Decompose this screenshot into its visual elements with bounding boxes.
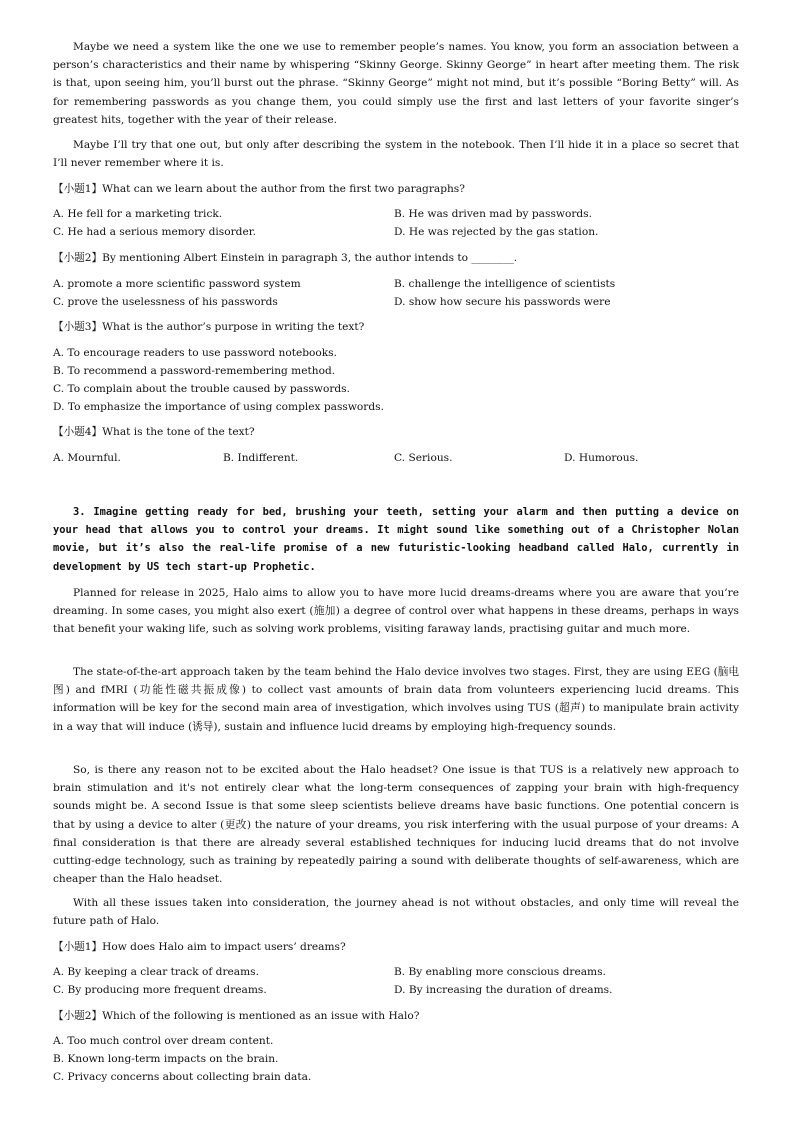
passage3-paragraph-2: The state-of-the-art approach taken by the team behind the Halo device involves two stages. First, they are using EEG (脑电图) and fMRI (功能性磁共振成像) to collect vast amounts of brain data from volunteers experiencing lucid dreams. This information will be key for the second main area of investigation, which involves using TUS (超声) to manipulate brain activity in a way that will induce (诱导), sustain and influence lucid dreams by employing high-frequency sounds. xyxy=(53,666,739,733)
passage3-paragraph-1: Planned for release in 2025, Halo aims to allow you to have more lucid dreams-dreams where you are aware that you’re dreaming. In some cases, you might also exert (施加) a degree of control over what happens in these dreams, perhaps in ways that benefit your waking life, such as solving work problems, visiting faraway lands, practising guitar and much more. xyxy=(53,587,739,636)
passage3-q1-option-b: B. By enabling more conscious dreams. xyxy=(394,966,606,978)
passage2-q2-option-d: D. show how secure his passwords were xyxy=(394,296,611,308)
passage3-intro: 3. Imagine getting ready for bed, brushing your teeth, setting your alarm and then putting a device on your head that allows you to control your dreams. It might sound like something out of a Christopher Nolan movie, but it’s also the real-life promise of a new futuristic-looking headband called Halo, currently in development by US tech start-up Prophetic. xyxy=(53,506,739,573)
passage2-q3-option-b: B. To recommend a password-remembering method. xyxy=(53,365,336,377)
passage2-question-1: 【小题1】What can we learn about the author from the first two paragraphs? xyxy=(53,183,465,195)
passage2-q3-option-c: C. To complain about the trouble caused by passwords. xyxy=(53,383,350,395)
passage3-q2-option-c: C. Privacy concerns about collecting brain data. xyxy=(53,1071,312,1083)
passage2-q1-option-c: C. He had a serious memory disorder. xyxy=(53,226,256,238)
passage3-paragraph-3: So, is there any reason not to be excited about the Halo headset? One issue is that TUS is a relatively new approach to brain stimulation and it's not entirely clear what the long-term consequences of zapping your brain with high-frequency sounds might be. A second Issue is that some sleep scientists believe dreams have basic functions. One potential concern is that by using a device to alter (更改) the nature of your dreams, you risk interfering with the usual purpose of your dreams: A final consideration is that there are already several established techniques for inducing lucid dreams that do not involve cutting-edge technology, such as training by repeatedly pairing a sound with deliberate thoughts of self-awareness, which are cheaper than the Halo headset. xyxy=(53,764,739,886)
passage2-question-4: 【小题4】What is the tone of the text? xyxy=(53,426,255,438)
passage3-q2-option-a: A. Too much control over dream content. xyxy=(53,1035,274,1047)
passage2-q1-option-a: A. He fell for a marketing trick. xyxy=(53,208,223,220)
passage2-q4-option-d: D. Humorous. xyxy=(564,452,639,464)
passage2-paragraph-2: Maybe I’ll try that one out, but only after describing the system in the notebook. Then I’ll hide it in a place so secret that I’ll never remember where it is. xyxy=(53,139,739,170)
passage2-q3-option-a: A. To encourage readers to use password notebooks. xyxy=(53,347,337,359)
passage2-q2-option-a: A. promote a more scientific password system xyxy=(53,278,301,290)
passage2-q2-option-c: C. prove the uselessness of his passwords xyxy=(53,296,278,308)
passage2-paragraph-1: Maybe we need a system like the one we use to remember people’s names. You know, you form an association between a person’s characteristics and their name by whispering “Skinny George. Skinny George” in heart after meeting them. The risk is that, upon seeing him, you’ll burst out the phrase. “Skinny George” might not mind, but it’s possible “Boring Betty” will. As for remembering passwords as you change them, you could simply use the first and last letters of your favorite singer’s greatest hits, together with the year of their release. xyxy=(53,41,739,126)
passage2-q2-option-b: B. challenge the intelligence of scientists xyxy=(394,278,616,290)
passage2-q1-option-d: D. He was rejected by the gas station. xyxy=(394,226,599,238)
passage3-q2-option-b: B. Known long-term impacts on the brain. xyxy=(53,1053,279,1065)
passage2-q4-option-c: C. Serious. xyxy=(394,452,453,464)
passage3-q1-option-c: C. By producing more frequent dreams. xyxy=(53,984,267,996)
passage3-q1-option-d: D. By increasing the duration of dreams. xyxy=(394,984,613,996)
passage2-question-3: 【小题3】What is the author’s purpose in writing the text? xyxy=(53,321,365,333)
passage3-question-1: 【小题1】How does Halo aim to impact users’ dreams? xyxy=(53,941,346,953)
passage3-q1-option-a: A. By keeping a clear track of dreams. xyxy=(53,966,259,978)
passage2-question-2: 【小题2】By mentioning Albert Einstein in paragraph 3, the author intends to ________. xyxy=(53,252,518,264)
passage2-q1-option-b: B. He was driven mad by passwords. xyxy=(394,208,592,220)
passage2-q3-option-d: D. To emphasize the importance of using complex passwords. xyxy=(53,401,384,413)
passage2-q4-option-a: A. Mournful. xyxy=(53,452,121,464)
passage3-question-2: 【小题2】Which of the following is mentioned as an issue with Halo? xyxy=(53,1010,420,1022)
passage2-q4-option-b: B. Indifferent. xyxy=(223,452,299,464)
passage3-paragraph-4: With all these issues taken into consideration, the journey ahead is not without obstacles, and only time will reveal the future path of Halo. xyxy=(53,897,739,928)
